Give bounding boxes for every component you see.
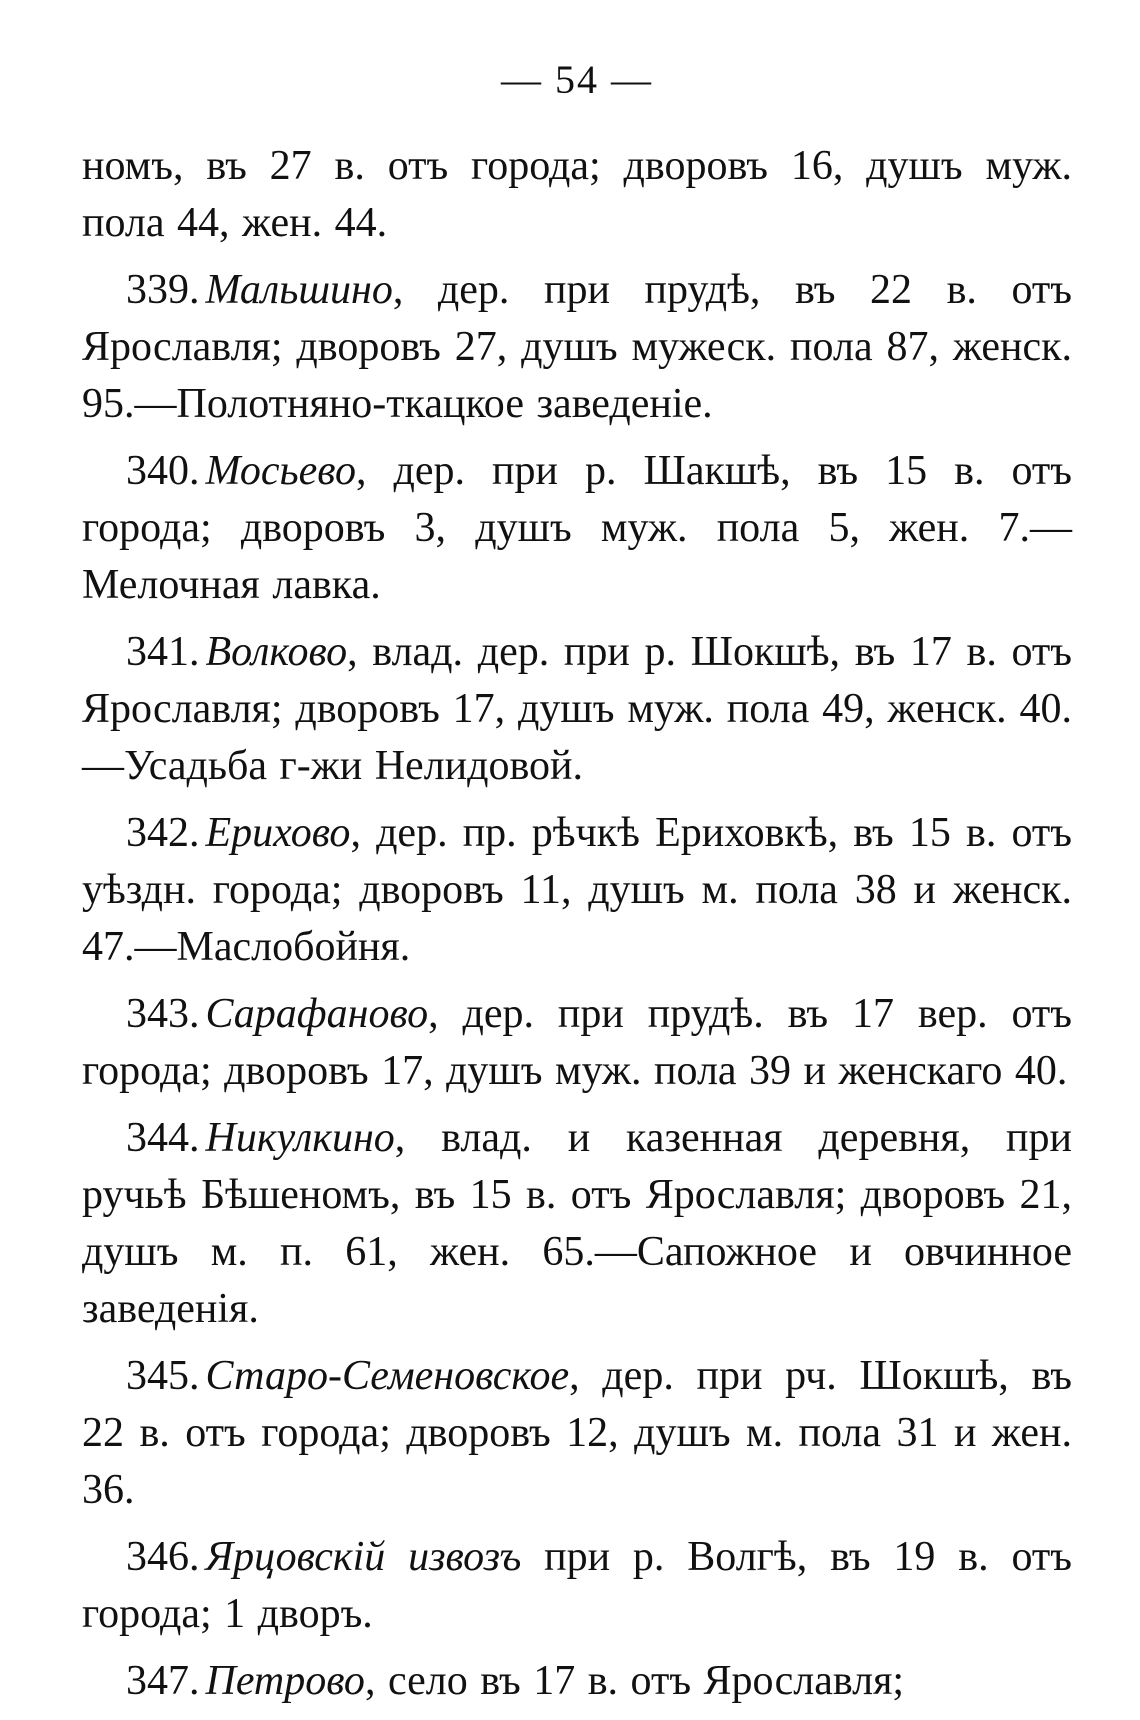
entry-340 xyxy=(82,443,1072,614)
entry-341 xyxy=(82,624,1072,795)
entry-number: 340. xyxy=(126,448,200,494)
entry-number: 346. xyxy=(126,1534,200,1580)
entry-number: 341. xyxy=(126,629,200,675)
place-name: Ярцовскій извозъ xyxy=(205,1534,522,1580)
continuation-paragraph: номъ, въ 27 в. отъ города; дворовъ 16, душъ муж. пола 44, жен. 44. xyxy=(82,143,1072,246)
entry-345 xyxy=(82,1348,1072,1519)
entry-text: , дер. при прудѣ, въ 22 в. отъ Ярославля; дворовъ 27, душъ мужеск. пола 87, женск. 95.—Полотняно-ткацкое заведеніе. xyxy=(82,267,1072,427)
entry-347 xyxy=(82,1653,1072,1710)
place-name: Никулкино xyxy=(205,1115,395,1161)
entry-text: , дер. пр. рѣчкѣ Ериховкѣ, въ 15 в. отъ уѣздн. города; дворовъ 11, душъ м. пола 38 и женск. 47.—Маслобойня. xyxy=(82,810,1072,970)
entry-339 xyxy=(82,262,1072,433)
entry-text: , дер. при рч. Шокшѣ, въ 22 в. отъ города; дворовъ 12, душъ м. пола 31 и жен. 36. xyxy=(82,1353,1072,1513)
place-name: Ерихово xyxy=(205,810,351,856)
entry-text: , влад. дер. при р. Шокшѣ, въ 17 в. отъ Ярославля; дворовъ 17, душъ муж. пола 49, женск. 40.—Усадьба г-жи Нелидовой. xyxy=(82,629,1072,789)
entry-344 xyxy=(82,1110,1072,1338)
place-name: Мосьево xyxy=(205,448,356,494)
entry-text: , село въ 17 в. отъ Ярославля; xyxy=(364,1658,905,1704)
entry-number: 347. xyxy=(126,1658,200,1704)
entry-text: , дер. при р. Шакшѣ, въ 15 в. отъ города; дворовъ 3, душъ муж. пола 5, жен. 7.—Мелочная лавка. xyxy=(82,448,1072,608)
place-name: Петрово xyxy=(205,1658,365,1704)
entry-text: , влад. и казенная деревня, при ручьѣ Бѣшеномъ, въ 15 в. отъ Ярославля; дворовъ 21, душъ м. п. 61, жен. 65.—Сапожное и овчинное заведенія. xyxy=(82,1115,1072,1332)
place-name: Волково xyxy=(205,629,348,675)
book-page xyxy=(82,57,1072,1720)
entry-number: 344. xyxy=(126,1115,200,1161)
entry-number: 339. xyxy=(126,267,200,313)
place-name: Мальшино xyxy=(205,267,393,313)
page-number: — 54 — xyxy=(501,57,653,102)
place-name: Сарафаново xyxy=(205,991,429,1037)
entry-number: 343. xyxy=(126,991,200,1037)
entry-342 xyxy=(82,805,1072,976)
entry-343 xyxy=(82,986,1072,1100)
entry-number: 342. xyxy=(126,810,200,856)
entry-text: , дер. при прудѣ. въ 17 вер. отъ города; дворовъ 17, душъ муж. пола 39 и женскаго 40. xyxy=(82,991,1072,1094)
entry-text: при р. Волгѣ, въ 19 в. отъ города; 1 дворъ. xyxy=(82,1534,1072,1637)
entry-number: 345. xyxy=(126,1353,200,1399)
entry-346 xyxy=(82,1529,1072,1643)
place-name: Старо-Семеновское xyxy=(205,1353,570,1399)
